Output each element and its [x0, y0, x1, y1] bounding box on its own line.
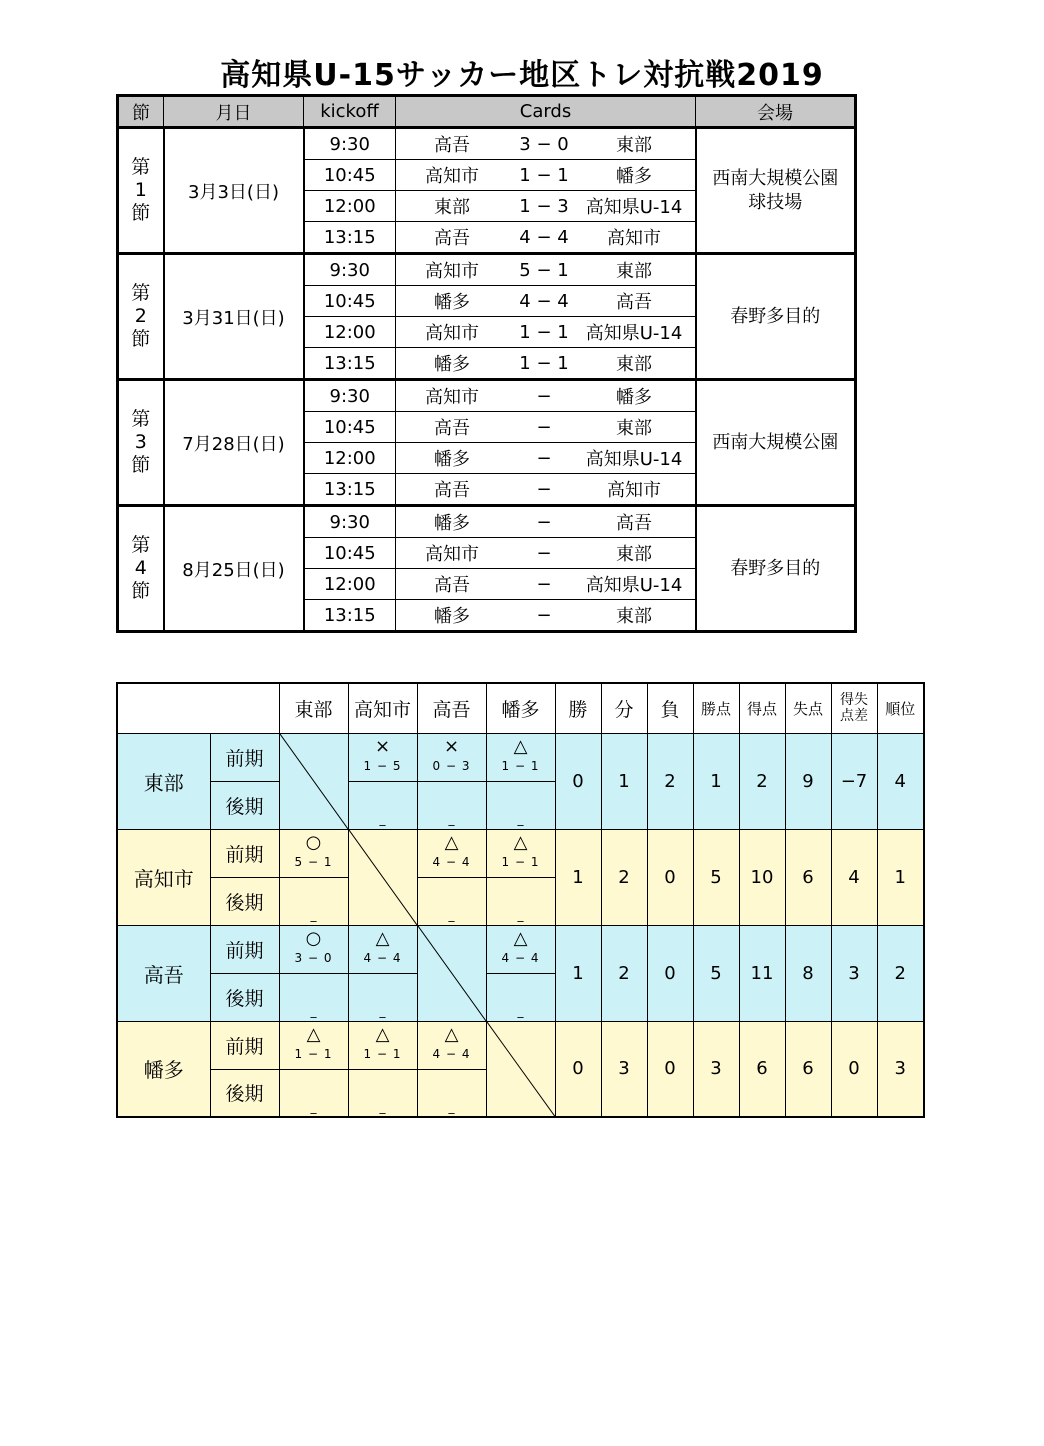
result-placeholder: _: [379, 1003, 386, 1018]
stat-points: 3: [693, 1021, 739, 1117]
result-placeholder: _: [448, 1099, 455, 1114]
kickoff-time: 13:15: [304, 474, 396, 506]
match-away: 東部: [616, 544, 652, 565]
match-away: 幡多: [616, 166, 652, 187]
section-label-char: 節: [131, 202, 151, 224]
standings-header-row: [117, 683, 924, 733]
result-mark: △: [513, 831, 528, 853]
match-score: −: [536, 447, 552, 469]
header-venue: 会場: [696, 96, 856, 128]
period-label: 前期: [210, 1021, 279, 1069]
match-away: 東部: [616, 261, 652, 282]
match-row: [118, 254, 856, 286]
header-goal-diff: [831, 683, 877, 733]
match-card: [396, 412, 696, 443]
header-opp-kogo: 高吾: [417, 683, 486, 733]
section-date: 3月3日(日): [164, 128, 304, 254]
result-mark: △: [513, 927, 528, 949]
venue-line: 球技場: [748, 191, 803, 213]
schedule-table: [116, 94, 857, 633]
result-mark: △: [513, 735, 528, 757]
team-name: 高知市: [117, 829, 210, 925]
result-placeholder: _: [517, 811, 524, 826]
match-away: 高知県U-14: [585, 197, 683, 218]
section-date: 8月25日(日): [164, 506, 304, 632]
stat-goal-diff: 3: [831, 925, 877, 1021]
kickoff-time: 10:45: [304, 538, 396, 569]
match-score: 4 − 4: [519, 226, 569, 248]
match-score: −: [536, 511, 552, 533]
match-score: 1 − 1: [519, 321, 569, 343]
match-home: 幡多: [434, 292, 470, 313]
header-goals-for: 得点: [739, 683, 785, 733]
result-score: 1 − 1: [501, 854, 540, 869]
stat-goal-diff: 4: [831, 829, 877, 925]
diagonal-line: [487, 1022, 555, 1117]
match-home: 幡多: [434, 513, 470, 534]
match-score: 1 − 3: [519, 195, 569, 217]
result-score: 0 − 3: [432, 758, 471, 773]
section-venue: [696, 128, 856, 254]
kickoff-time: 12:00: [304, 443, 396, 474]
match-card: [396, 600, 696, 632]
header-opp-kochishi: 高知市: [348, 683, 417, 733]
stat-losses: 0: [647, 1021, 693, 1117]
header-cards: Cards: [396, 96, 696, 128]
standings-row: [117, 1021, 924, 1069]
match-score: 5 − 1: [519, 259, 569, 281]
kickoff-time: 12:00: [304, 569, 396, 600]
header-losses: 負: [647, 683, 693, 733]
stat-wins: 0: [555, 733, 601, 829]
match-result-cell: [348, 925, 417, 973]
match-row: [118, 128, 856, 160]
match-score: 3 − 0: [519, 133, 569, 155]
result-score: 4 − 4: [501, 950, 540, 965]
match-result-cell: [486, 781, 555, 829]
match-card: [396, 286, 696, 317]
match-result-cell: [486, 829, 555, 877]
match-card: [396, 443, 696, 474]
stat-goals-for: 6: [739, 1021, 785, 1117]
venue-line: 西南大規模公園: [712, 431, 839, 453]
match-score: 4 − 4: [519, 290, 569, 312]
match-result-cell: [486, 925, 555, 973]
header-section: 節: [118, 96, 164, 128]
section-label-char: 節: [131, 580, 151, 602]
match-away: 東部: [616, 606, 652, 627]
section-label-char: 4: [134, 557, 147, 579]
result-placeholder: _: [517, 1003, 524, 1018]
match-home: 高吾: [434, 135, 470, 156]
self-match-cell: [348, 829, 417, 925]
match-card: [396, 474, 696, 506]
kickoff-time: 13:15: [304, 348, 396, 380]
match-score: −: [536, 478, 552, 500]
stat-losses: 0: [647, 829, 693, 925]
header-points: 勝点: [693, 683, 739, 733]
period-label: 前期: [210, 733, 279, 781]
match-home: 幡多: [434, 354, 470, 375]
header-opp-tobu: 東部: [279, 683, 348, 733]
header-kickoff: kickoff: [304, 96, 396, 128]
result-mark: △: [306, 1023, 321, 1045]
match-away: 高知県U-14: [585, 323, 683, 344]
kickoff-time: 12:00: [304, 317, 396, 348]
period-label: 後期: [210, 1069, 279, 1117]
section-label-char: 節: [131, 328, 151, 350]
diagonal-line: [349, 830, 417, 925]
stat-goals-against: 9: [785, 733, 831, 829]
stat-draws: 1: [601, 733, 647, 829]
match-home: 高知市: [425, 166, 479, 187]
match-card: [396, 222, 696, 254]
match-result-cell: [348, 1069, 417, 1117]
stat-draws: 2: [601, 829, 647, 925]
match-away: 東部: [616, 354, 652, 375]
match-score: −: [536, 416, 552, 438]
match-result-cell: [417, 1021, 486, 1069]
match-card: [396, 128, 696, 160]
stat-draws: 2: [601, 925, 647, 1021]
kickoff-time: 9:30: [304, 128, 396, 160]
schedule-header-row: [118, 96, 856, 128]
match-score: −: [536, 573, 552, 595]
standings-row: [117, 925, 924, 973]
match-result-cell: [417, 829, 486, 877]
kickoff-time: 10:45: [304, 412, 396, 443]
header-draws: 分: [601, 683, 647, 733]
match-result-cell: [348, 973, 417, 1021]
result-placeholder: _: [517, 907, 524, 922]
match-away: 高知市: [607, 480, 661, 501]
match-home: 高吾: [434, 228, 470, 249]
match-row: [118, 380, 856, 412]
diagonal-line: [280, 734, 348, 829]
kickoff-time: 9:30: [304, 506, 396, 538]
section-date: 3月31日(日): [164, 254, 304, 380]
match-result-cell: [486, 733, 555, 781]
match-result-cell: [348, 1021, 417, 1069]
header-blank: [117, 683, 279, 733]
period-label: 後期: [210, 973, 279, 1021]
stat-wins: 1: [555, 925, 601, 1021]
match-score: −: [536, 542, 552, 564]
match-result-cell: [348, 781, 417, 829]
match-home: 高知市: [425, 387, 479, 408]
match-result-cell: [486, 973, 555, 1021]
stat-rank: 4: [877, 733, 924, 829]
match-home: 高知市: [425, 323, 479, 344]
kickoff-time: 12:00: [304, 191, 396, 222]
result-score: 4 − 4: [363, 950, 402, 965]
match-result-cell: [417, 781, 486, 829]
stat-losses: 0: [647, 925, 693, 1021]
result-mark: △: [375, 1023, 390, 1045]
match-card: [396, 506, 696, 538]
team-name: 幡多: [117, 1021, 210, 1117]
match-result-cell: [279, 1069, 348, 1117]
header-opp-hata: 幡多: [486, 683, 555, 733]
match-card: [396, 538, 696, 569]
result-score: 3 − 0: [294, 950, 333, 965]
result-score: 5 − 1: [294, 854, 333, 869]
result-mark: ×: [374, 735, 391, 757]
stat-draws: 3: [601, 1021, 647, 1117]
match-away: 幡多: [616, 387, 652, 408]
match-away: 東部: [616, 418, 652, 439]
result-score: 4 − 4: [432, 1046, 471, 1061]
match-away: 高知県U-14: [585, 575, 683, 596]
match-home: 幡多: [434, 606, 470, 627]
venue-line: 春野多目的: [730, 557, 821, 579]
match-away: 高知県U-14: [585, 449, 683, 470]
stat-wins: 0: [555, 1021, 601, 1117]
venue-line: 西南大規模公園: [712, 167, 839, 189]
period-label: 後期: [210, 877, 279, 925]
stat-points: 5: [693, 829, 739, 925]
match-result-cell: [279, 1021, 348, 1069]
match-result-cell: [279, 925, 348, 973]
header-wins: 勝: [555, 683, 601, 733]
section-label: [118, 254, 164, 380]
result-mark: ○: [305, 927, 322, 949]
kickoff-time: 13:15: [304, 222, 396, 254]
match-result-cell: [417, 733, 486, 781]
period-label: 前期: [210, 829, 279, 877]
result-score: 1 − 1: [363, 1046, 402, 1061]
stat-wins: 1: [555, 829, 601, 925]
result-mark: △: [444, 1023, 459, 1045]
match-card: [396, 317, 696, 348]
kickoff-time: 10:45: [304, 286, 396, 317]
match-result-cell: [417, 877, 486, 925]
match-result-cell: [279, 829, 348, 877]
section-venue: [696, 506, 856, 632]
stat-goals-against: 6: [785, 829, 831, 925]
match-card: [396, 380, 696, 412]
match-card: [396, 160, 696, 191]
section-label-char: 第: [131, 282, 151, 304]
match-away: 高吾: [616, 292, 652, 313]
section-label-char: 3: [134, 431, 147, 453]
self-match-cell: [279, 733, 348, 829]
result-score: 1 − 1: [294, 1046, 333, 1061]
stat-losses: 2: [647, 733, 693, 829]
stat-goals-for: 11: [739, 925, 785, 1021]
stat-goal-diff: −7: [831, 733, 877, 829]
stat-points: 5: [693, 925, 739, 1021]
team-name: 高吾: [117, 925, 210, 1021]
match-card: [396, 191, 696, 222]
diagonal-line: [418, 926, 486, 1021]
result-placeholder: _: [448, 907, 455, 922]
venue-line: 春野多目的: [730, 305, 821, 327]
standings-row: [117, 829, 924, 877]
period-label: 後期: [210, 781, 279, 829]
match-home: 高吾: [434, 575, 470, 596]
result-placeholder: _: [379, 811, 386, 826]
stat-goals-for: 2: [739, 733, 785, 829]
match-away: 東部: [616, 135, 652, 156]
header-goal-diff-text: 得失点差: [840, 692, 868, 725]
match-score: −: [536, 385, 552, 407]
section-label-char: 第: [131, 408, 151, 430]
match-home: 高知市: [425, 544, 479, 565]
result-placeholder: _: [310, 1003, 317, 1018]
self-match-cell: [417, 925, 486, 1021]
section-label: [118, 506, 164, 632]
match-result-cell: [279, 973, 348, 1021]
result-score: 1 − 5: [363, 758, 402, 773]
section-venue: [696, 254, 856, 380]
section-venue: [696, 380, 856, 506]
match-row: [118, 506, 856, 538]
stat-goals-for: 10: [739, 829, 785, 925]
result-mark: ×: [443, 735, 460, 757]
result-mark: △: [375, 927, 390, 949]
period-label: 前期: [210, 925, 279, 973]
header-date: 月日: [164, 96, 304, 128]
match-score: 1 − 1: [519, 164, 569, 186]
result-score: 4 − 4: [432, 854, 471, 869]
standings-row: [117, 733, 924, 781]
self-match-cell: [486, 1021, 555, 1117]
match-card: [396, 348, 696, 380]
page-title: 高知県U-15サッカー地区トレ対抗戦2019: [220, 58, 824, 93]
match-away: 高吾: [616, 513, 652, 534]
stat-goals-against: 8: [785, 925, 831, 1021]
section-label-char: 2: [134, 305, 147, 327]
stat-goals-against: 6: [785, 1021, 831, 1117]
stat-rank: 2: [877, 925, 924, 1021]
match-home: 高知市: [425, 261, 479, 282]
match-home: 高吾: [434, 480, 470, 501]
section-label: [118, 380, 164, 506]
section-date: 7月28日(日): [164, 380, 304, 506]
section-label-char: 1: [134, 179, 147, 201]
section-label-char: 第: [131, 156, 151, 178]
match-result-cell: [348, 733, 417, 781]
result-mark: △: [444, 831, 459, 853]
result-score: 1 − 1: [501, 758, 540, 773]
result-mark: ○: [305, 831, 322, 853]
section-label-char: 節: [131, 454, 151, 476]
match-card: [396, 569, 696, 600]
kickoff-time: 10:45: [304, 160, 396, 191]
result-placeholder: _: [310, 1099, 317, 1114]
stat-rank: 1: [877, 829, 924, 925]
stat-rank: 3: [877, 1021, 924, 1117]
match-result-cell: [417, 1069, 486, 1117]
match-home: 東部: [434, 197, 470, 218]
result-placeholder: _: [448, 811, 455, 826]
match-result-cell: [486, 877, 555, 925]
header-goals-against: 失点: [785, 683, 831, 733]
kickoff-time: 13:15: [304, 600, 396, 632]
match-score: −: [536, 604, 552, 626]
standings-table: [116, 682, 925, 1118]
match-home: 高吾: [434, 418, 470, 439]
kickoff-time: 9:30: [304, 254, 396, 286]
match-home: 幡多: [434, 449, 470, 470]
match-card: [396, 254, 696, 286]
stat-goal-diff: 0: [831, 1021, 877, 1117]
match-score: 1 − 1: [519, 352, 569, 374]
match-away: 高知市: [607, 228, 661, 249]
result-placeholder: _: [379, 1099, 386, 1114]
kickoff-time: 9:30: [304, 380, 396, 412]
result-placeholder: _: [310, 907, 317, 922]
header-rank: 順位: [877, 683, 924, 733]
section-label-char: 第: [131, 534, 151, 556]
stat-points: 1: [693, 733, 739, 829]
match-result-cell: [279, 877, 348, 925]
team-name: 東部: [117, 733, 210, 829]
section-label: [118, 128, 164, 254]
